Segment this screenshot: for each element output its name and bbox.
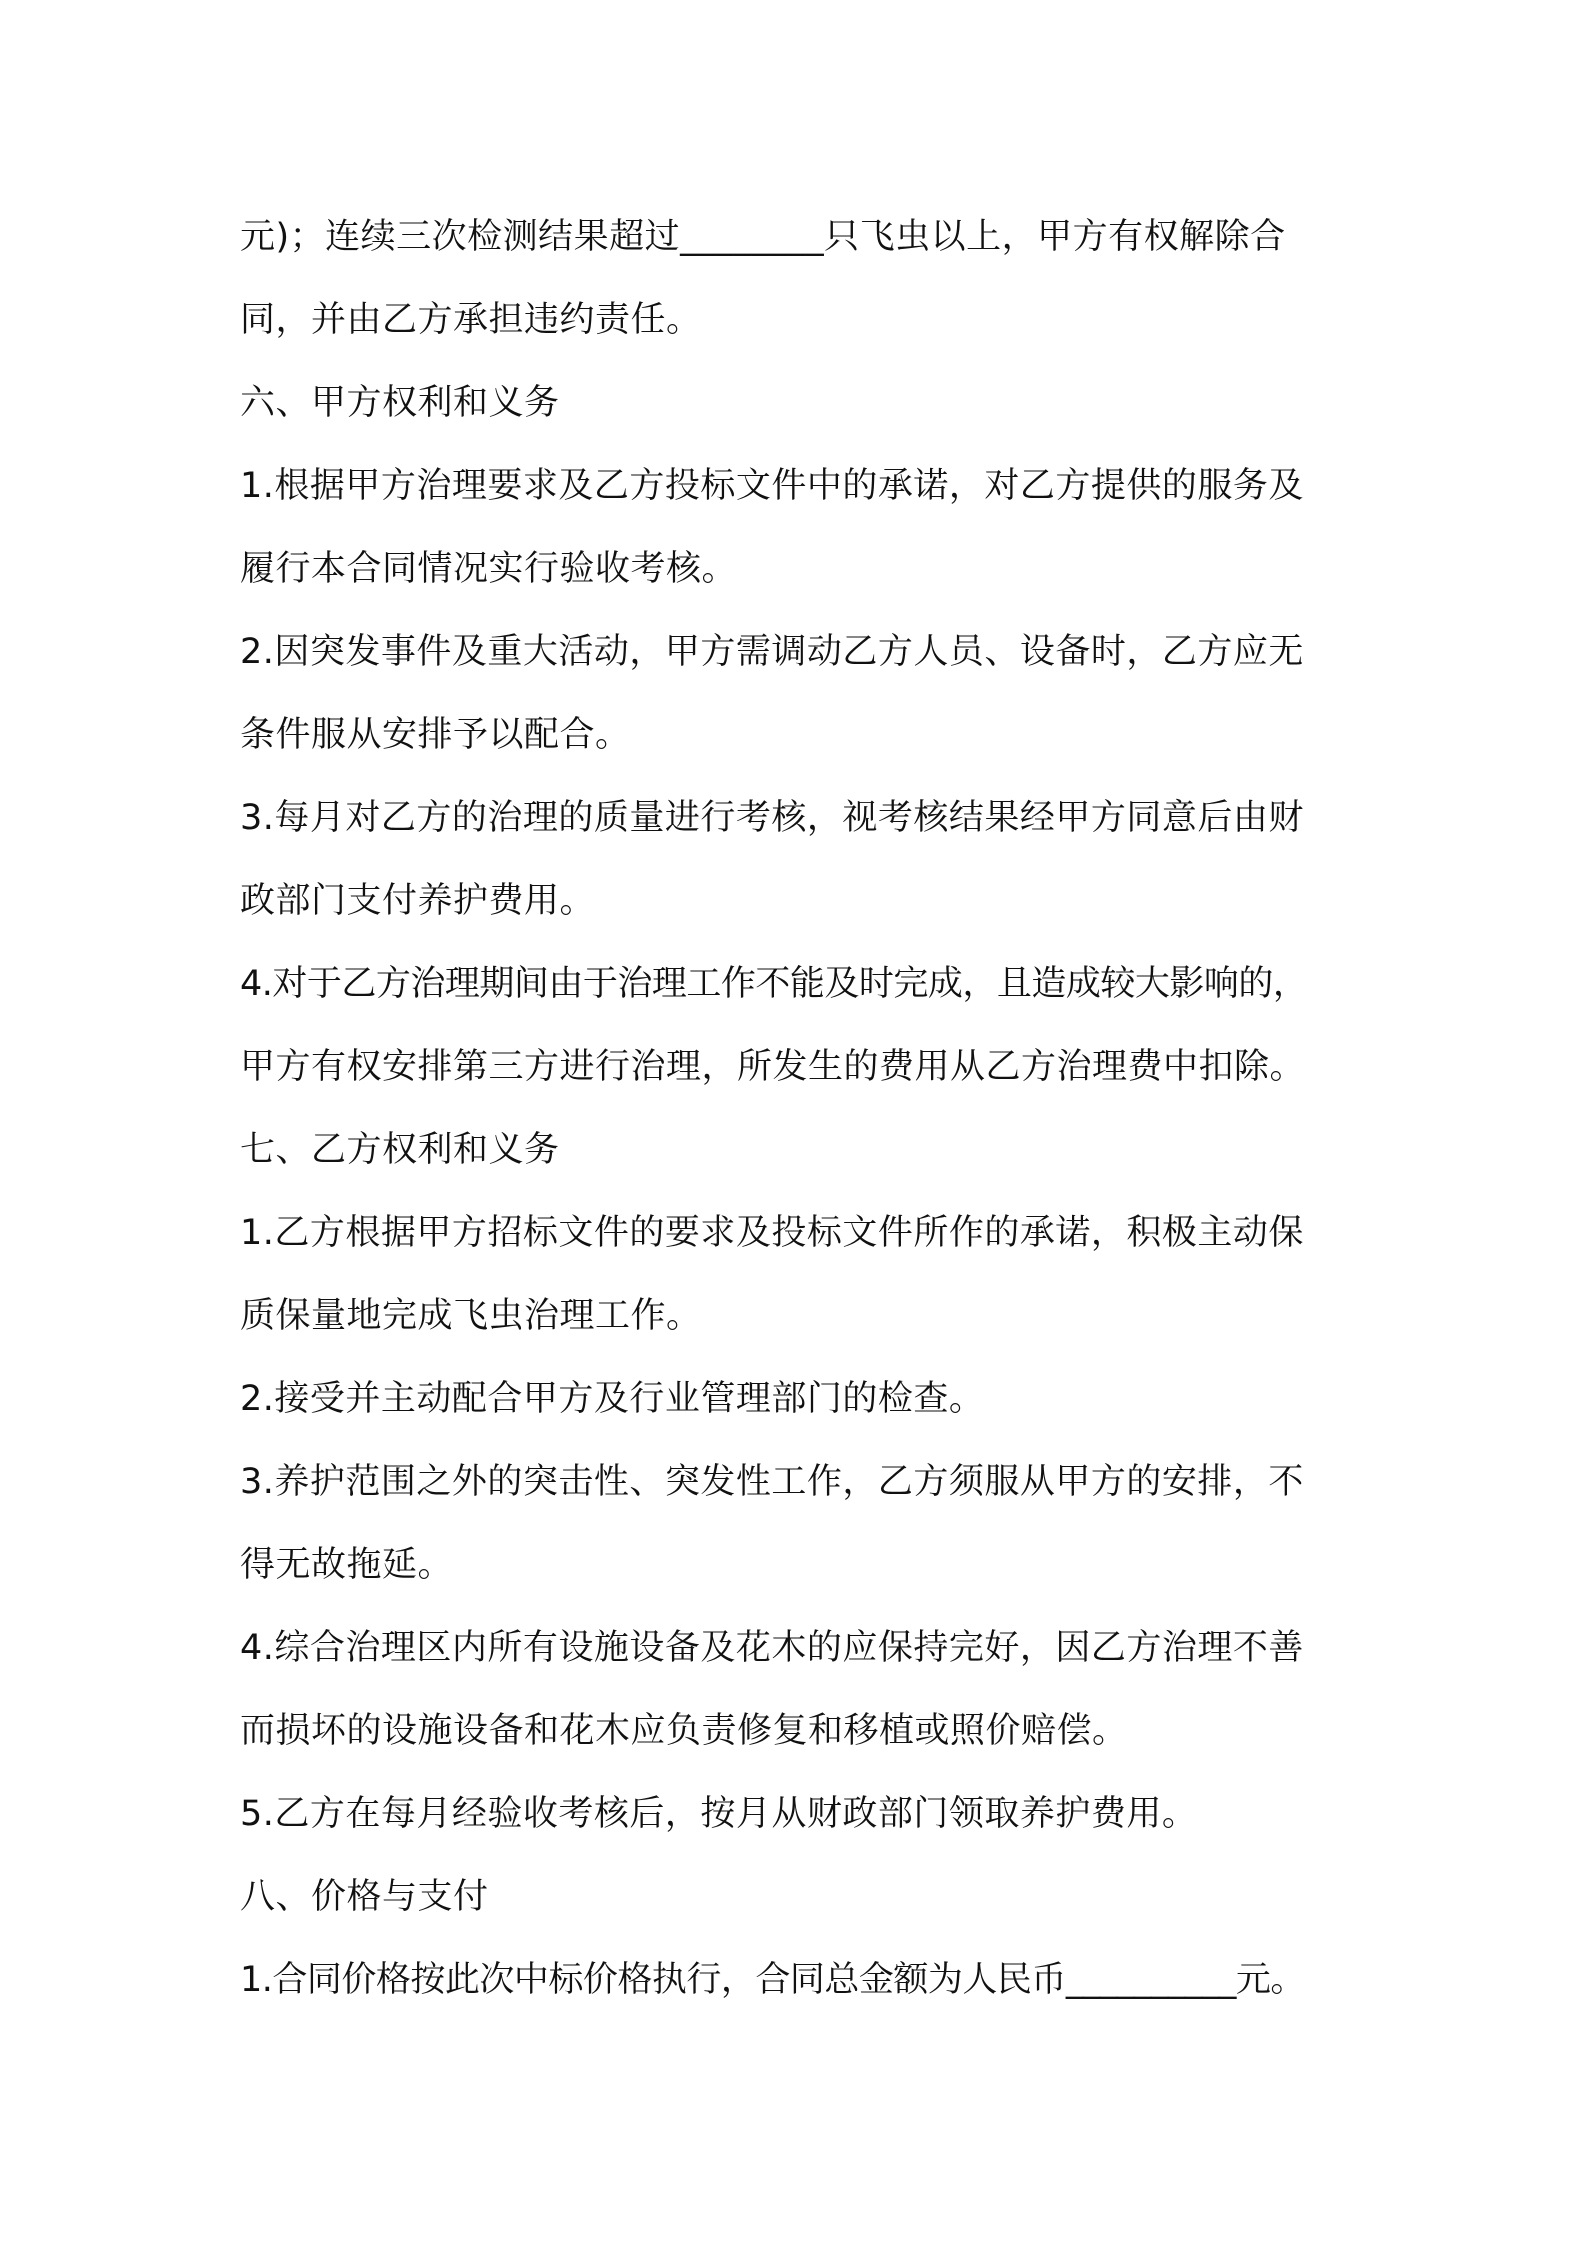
text-line: 1.合同价格按此次中标价格执行，合同总金额为人民币__________元。 [240,1960,1305,2000]
text-line: 2.因突发事件及重大活动，甲方需调动乙方人员、设备时，乙方应无 [240,632,1304,672]
document-body [240,196,1380,2022]
section-heading: 六、甲方权利和义务 [240,383,560,423]
section-heading: 八、价格与支付 [240,1877,489,1917]
text-line: 2.接受并主动配合甲方及行业管理部门的检查。 [240,1379,985,1419]
text-line: 得无故拖延。 [240,1545,454,1585]
text-line: 4.对于乙方治理期间由于治理工作不能及时完成，且造成较大影响的， [240,964,1308,1004]
text-line: 1.乙方根据甲方招标文件的要求及投标文件所作的承诺，积极主动保 [240,1213,1304,1253]
text-line: 3.每月对乙方的治理的质量进行考核，视考核结果经甲方同意后由财 [240,798,1304,838]
text-line: 政部门支付养护费用。 [240,881,596,921]
text-line: 1.根据甲方治理要求及乙方投标文件中的承诺，对乙方提供的服务及 [240,466,1304,506]
text-line: 3.养护范围之外的突击性、突发性工作，乙方须服从甲方的安排，不 [240,1462,1304,1502]
text-line: 同，并由乙方承担违约责任。 [240,300,702,340]
text-line: 而损坏的设施设备和花木应负责修复和移植或照价赔偿。 [240,1711,1128,1751]
text-line: 4.综合治理区内所有设施设备及花木的应保持完好，因乙方治理不善 [240,1628,1304,1668]
text-line: 条件服从安排予以配合。 [240,715,631,755]
text-line: 质保量地完成飞虫治理工作。 [240,1296,702,1336]
text-line: 元)；连续三次检测结果超过________只飞虫以上，甲方有权解除合 [240,217,1286,257]
text-line: 履行本合同情况实行验收考核。 [240,549,738,589]
section-heading: 七、乙方权利和义务 [240,1130,560,1170]
text-line: 甲方有权安排第三方进行治理，所发生的费用从乙方治理费中扣除。 [240,1047,1306,1087]
text-line: 5.乙方在每月经验收考核后，按月从财政部门领取养护费用。 [240,1794,1198,1834]
